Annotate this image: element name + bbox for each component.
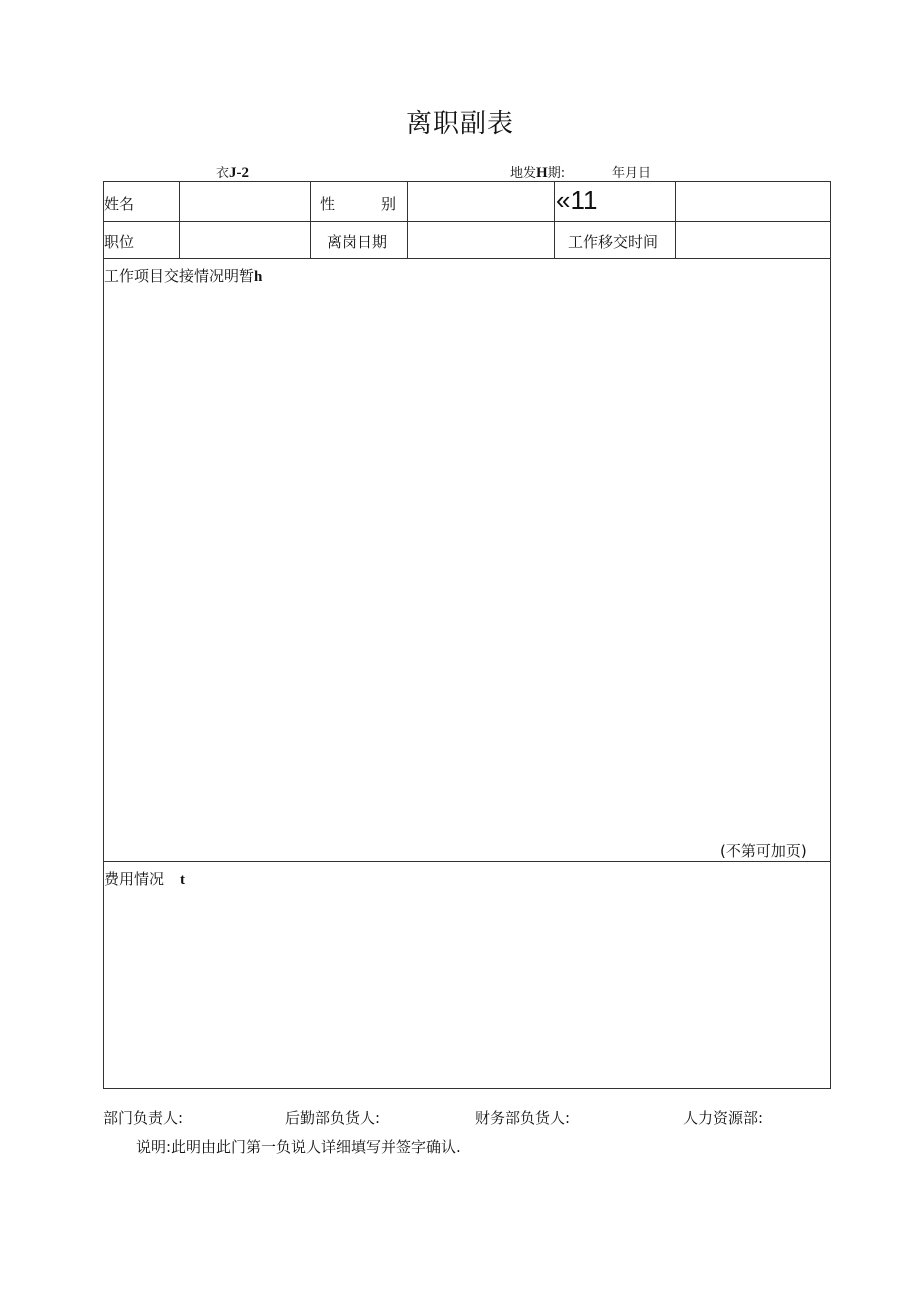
form-number [216,162,249,182]
table-col-divider [310,181,311,258]
issue-date-code: H [536,165,548,181]
name-field[interactable] [181,183,309,220]
expenses-label [104,868,185,889]
table-border-left [103,181,104,1089]
table-col-divider [554,181,555,258]
handover-time-label: 工作移交时间 [568,233,659,251]
finance-head-signature-label: 财务部负货人: [475,1109,571,1127]
table-col-divider [407,181,408,258]
position-field[interactable] [181,223,309,257]
date-placeholder: 年月日 [612,166,652,181]
issue-date-label [510,162,565,182]
name-label: 姓名 [104,195,135,213]
leave-date-field[interactable] [409,223,553,257]
form-number-code: J-2 [229,165,250,181]
expenses-details-area[interactable] [105,892,829,1086]
dept-head-signature-label: 部门负责人: [103,1109,184,1127]
position-label: 职位 [104,233,135,251]
handover-label-suffix: h [254,269,263,285]
handover-page-note: (不第可加页) [720,842,807,860]
leave-date-label: 离岗日期 [327,233,388,251]
row1-value-field[interactable] [677,183,829,220]
gender-label-part2: 别 [381,195,397,213]
instruction-note: 说明:此明由此门第一负说人详细填写并签字确认. [136,1138,461,1156]
expenses-label-suffix: t [180,872,186,888]
form-number-prefix: 衣 [216,166,230,181]
table-border-top [103,181,831,182]
table-border-right [830,181,831,1089]
gender-field[interactable] [409,183,553,220]
issue-date-suffix: 期: [547,166,566,181]
table-row-divider [103,861,831,862]
handover-details-area[interactable] [105,290,829,835]
table-col-divider [179,181,180,258]
handover-label [104,265,262,286]
page-title: 离职副表 [405,109,514,139]
table-col-divider [675,181,676,258]
table-row-divider [103,221,831,222]
handover-label-text: 工作项目交接情况明暂 [104,267,255,285]
table-row-divider [103,258,831,259]
expenses-label-text: 费用情况 [104,870,165,888]
hr-signature-label: 人力资源部: [683,1109,764,1127]
logistics-head-signature-label: 后勤部负货人: [285,1109,381,1127]
issue-date-prefix: 地发 [510,166,537,181]
row1-mark: «11 [556,185,598,215]
gender-label-part1: 性 [320,195,336,213]
handover-time-field[interactable] [677,223,829,257]
table-border-bottom [103,1088,831,1089]
